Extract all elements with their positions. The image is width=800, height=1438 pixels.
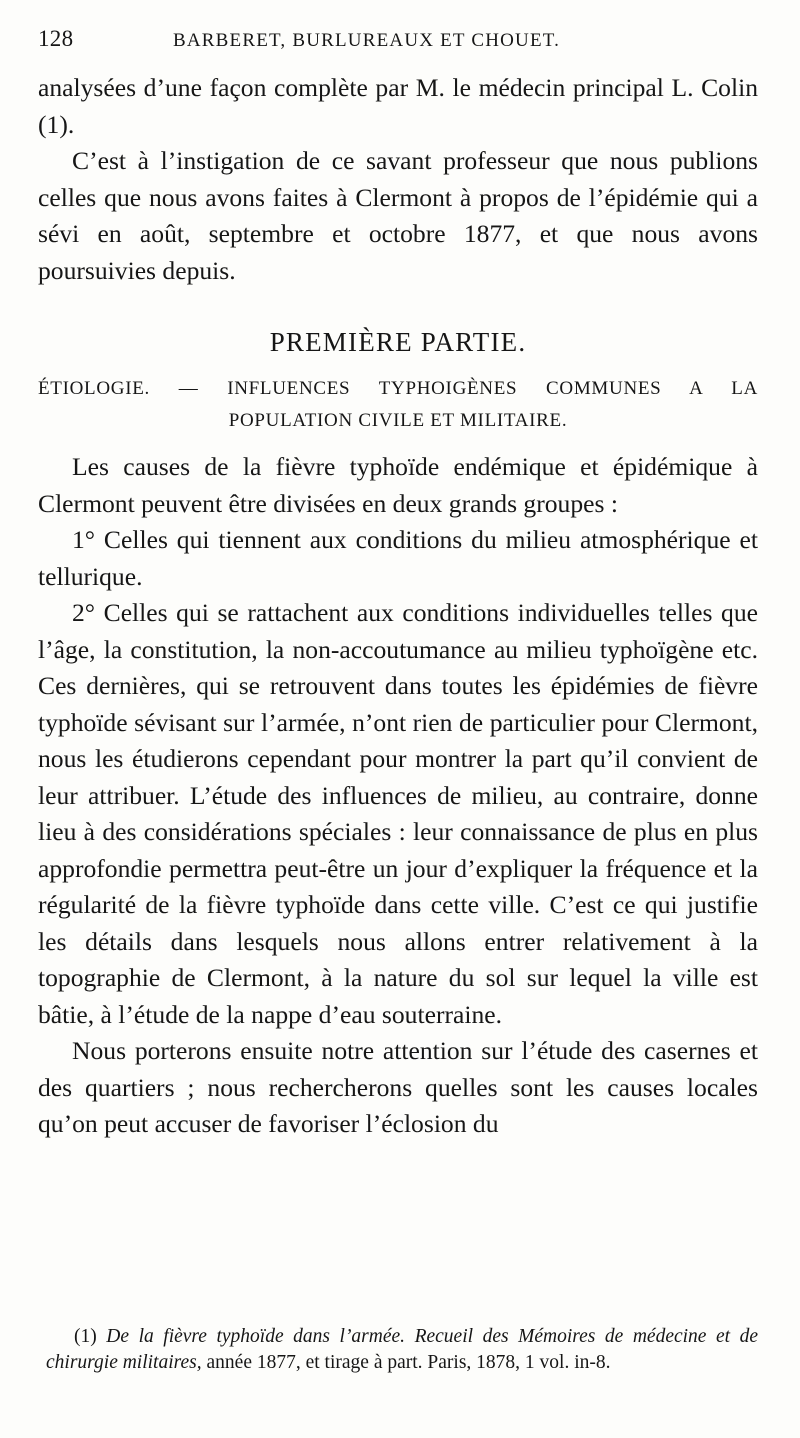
- section-heading-line-1: ÉTIOLOGIE. — INFLUENCES TYPHOIGÈNES COMMUNES A LA: [38, 378, 758, 399]
- paragraph-casernes: Nous porterons ensuite notre attention sur l’étude des casernes et des quartiers ; nous rechercherons quelles sont les causes locales qu’on peut accuser de favoriser l’éclosion du: [38, 1036, 758, 1138]
- paragraph-instigation: C’est à l’instigation de ce savant professeur que nous publions celles que nous avons faites à Clermont à propos de l’épidémie qui a sévi en août, septembre et octobre 1877, et que nous avons poursuivies depuis.: [38, 146, 758, 285]
- footnote-marker: (1): [74, 1326, 97, 1347]
- running-header: [38, 26, 758, 70]
- section-heading: [38, 373, 758, 437]
- footnote-details: année 1877, et tirage à part. Paris, 1878, 1 vol. in-8.: [206, 1352, 611, 1373]
- paragraph-first-group: 1° Celles qui tiennent aux conditions du milieu atmosphérique et tellurique.: [38, 525, 758, 591]
- paragraph-causes: Les causes de la fièvre typhoïde endémique et épidémique à Clermont peuvent être divisées en deux grands groupes :: [38, 452, 758, 518]
- paragraph-second-group: 2° Celles qui se rattachent aux conditions individuelles telles que l’âge, la constitution, la non-accoutumance au milieu typhoïgène etc. Ces dernières, qui se retrouvent dans toutes les épidémies de fièvre typhoïde sévisant sur l’armée, n’ont rien de particulier pour Clermont, nous les étudierons cependant pour montrer la part qu’il convient de leur attribuer. L’étude des influences de milieu, au contraire, donne lieu à des considérations spéciales : leur connaissance de plus en plus approfondie permettra peut-être un jour d’expliquer la fréquence et la régularité de la fièvre typhoïde dans cette ville. C’est ce qui justifie les détails dans lesquels nous allons entrer relativement à la topographie de Clermont, à la nature du sol sur lequel la ville est bâtie, à l’étude de la nappe d’eau souterraine.: [38, 598, 758, 1029]
- paragraph-continuation: analysées d’une façon complète par M. le médecin principal L. Colin (1).: [38, 73, 758, 139]
- part-title: PREMIÈRE PARTIE.: [269, 327, 527, 357]
- main-text: [38, 70, 758, 1143]
- footnote: [46, 1324, 758, 1376]
- running-title: BARBERET, BURLUREAUX ET CHOUET.: [173, 30, 561, 51]
- page-number: 128: [38, 26, 74, 51]
- footnote-title: De la fièvre typhoïde dans l’armée. Recueil des Mémoires de médecine et de chirurgie militaires,: [46, 1326, 759, 1373]
- section-heading-line-2: POPULATION CIVILE ET MILITAIRE.: [228, 410, 568, 431]
